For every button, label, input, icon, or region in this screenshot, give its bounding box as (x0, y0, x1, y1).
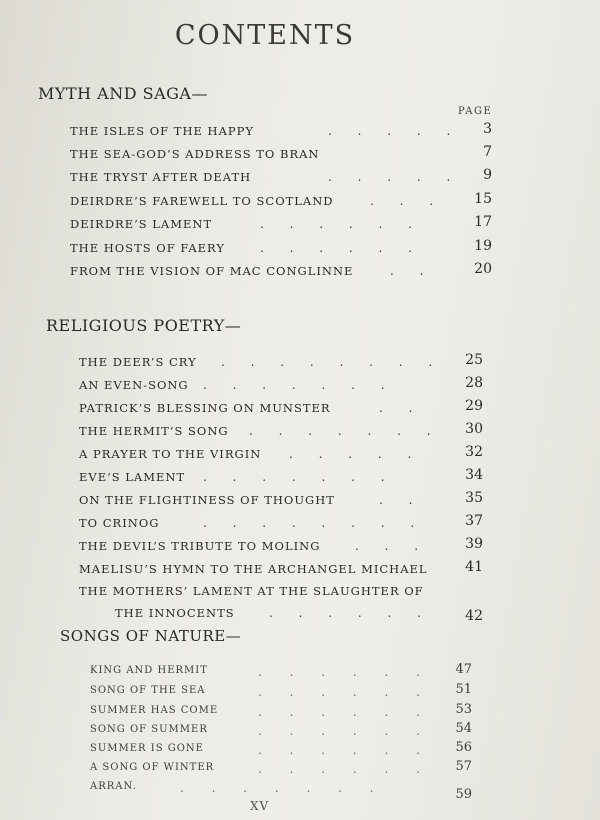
entry-leader-dots: . . (379, 401, 424, 415)
entry-leader-dots: . . . . . . . (203, 470, 396, 484)
entry-leader-dots: . . . . . . (260, 217, 423, 231)
entry-page-number: 15 (474, 191, 492, 207)
toc-entry (90, 682, 472, 705)
toc-entry (70, 261, 492, 284)
entry-title: THE MOTHERS’ LAMENT AT THE SLAUGHTER OF (79, 584, 424, 598)
toc-entry (79, 421, 483, 444)
entry-leader-dots: . . . . . (289, 447, 423, 461)
entry-title: KING AND HERMIT (90, 665, 208, 676)
entry-title: THE INNOCENTS (115, 606, 235, 620)
entry-page-number: 19 (474, 238, 492, 254)
entry-page-number: 29 (465, 398, 483, 414)
toc-entry (70, 238, 492, 261)
entry-leader-dots: . . (390, 264, 435, 278)
toc-entry (70, 214, 492, 237)
entry-leader-dots: . . . . . . . . (203, 516, 426, 530)
entry-title: ON THE FLIGHTINESS OF THOUGHT (79, 493, 335, 507)
toc-entry (90, 759, 472, 782)
toc-entry (79, 513, 483, 536)
entry-leader-dots: . . . (355, 539, 430, 553)
entry-page-number: 30 (465, 421, 483, 437)
toc-entry (79, 559, 483, 582)
entry-leader-dots: . . . . . (328, 124, 462, 138)
entry-title: SONG OF THE SEA (90, 685, 206, 696)
entry-page-number: 25 (465, 352, 483, 368)
page-column-label: PAGE (458, 106, 493, 117)
entry-title: THE HERMIT’S SONG (79, 424, 229, 438)
toc-entry (70, 144, 492, 167)
toc-entry (90, 721, 472, 744)
entry-title: A SONG OF WINTER (90, 762, 215, 773)
entry-title: FROM THE VISION OF MAC CONGLINNE (70, 264, 354, 278)
toc-entry (79, 490, 483, 513)
entry-title: SUMMER IS GONE (90, 743, 204, 754)
entry-page-number: 56 (455, 740, 472, 755)
entry-leader-dots: . . . . . . . . (221, 355, 444, 369)
entry-leader-dots: . . . . . . (258, 705, 432, 719)
entry-leader-dots: . . . . . . (258, 685, 432, 699)
entry-title: TO CRINOG (79, 516, 160, 530)
toc-entry-continuation (79, 606, 483, 626)
toc-entry (79, 584, 483, 604)
entry-page-number: 51 (455, 682, 472, 697)
entry-leader-dots: . . . . . . (258, 762, 432, 776)
entry-page-number: 35 (465, 490, 483, 506)
toc-entry (70, 191, 492, 214)
entry-page-number: 39 (465, 536, 483, 552)
entry-page-number: 7 (483, 144, 492, 160)
entry-leader-dots: . . . (370, 194, 445, 208)
entry-leader-dots: . . . . . (328, 170, 462, 184)
entry-title: THE ISLES OF THE HAPPY (70, 124, 254, 138)
entry-page-number: 47 (455, 662, 472, 677)
toc-entry (90, 662, 472, 685)
section-heading-myth-and-saga: MYTH AND SAGA— (38, 84, 208, 103)
toc-entry (79, 444, 483, 467)
toc-entry (70, 121, 492, 144)
page-folio: XV (250, 799, 270, 813)
entry-page-number: 42 (465, 608, 483, 624)
entry-title: EVE’S LAMENT (79, 470, 186, 484)
entry-page-number: 3 (483, 121, 492, 137)
entry-leader-dots: . . . . . . . (180, 781, 386, 795)
entry-page-number: 59 (455, 787, 472, 802)
entry-leader-dots: . . (379, 493, 424, 507)
page-title: CONTENTS (174, 20, 356, 51)
entry-page-number: 20 (474, 261, 492, 277)
entry-title: MAELISU’S HYMN TO THE ARCHANGEL MICHAEL (79, 562, 428, 576)
entry-page-number: 28 (465, 375, 483, 391)
entry-title: A PRAYER TO THE VIRGIN (79, 447, 262, 461)
toc-entry (79, 352, 483, 375)
entry-page-number: 57 (455, 759, 472, 774)
entry-leader-dots: . . . . . . (258, 724, 432, 738)
toc-entry (90, 781, 472, 801)
entry-page-number: 37 (465, 513, 483, 529)
toc-entry (90, 740, 472, 763)
entry-page-number: 53 (455, 702, 472, 717)
entry-title: THE DEER’S CRY (79, 355, 197, 369)
entry-title: THE DEVIL’S TRIBUTE TO MOLING (79, 539, 321, 553)
section-heading-songs-of-nature: SONGS OF NATURE— (60, 627, 242, 645)
toc-entry (79, 398, 483, 421)
entry-page-number: 17 (474, 214, 492, 230)
entry-leader-dots: . . . . . . . (249, 424, 442, 438)
entry-title: SONG OF SUMMER (90, 724, 208, 735)
entry-leader-dots: . . . . . . (269, 606, 432, 620)
entry-leader-dots: . . . . . . (258, 743, 432, 757)
entry-leader-dots: . . . . . . . (203, 378, 396, 392)
entry-title: THE SEA-GOD’S ADDRESS TO BRAN (70, 147, 320, 161)
toc-entry (79, 375, 483, 398)
entry-title: THE TRYST AFTER DEATH (70, 170, 252, 184)
entry-page-number: 32 (465, 444, 483, 460)
entry-page-number: 41 (465, 559, 483, 575)
entry-page-number: 34 (465, 467, 483, 483)
entry-leader-dots: . . . . . . (260, 241, 423, 255)
entry-title: PATRICK’S BLESSING ON MUNSTER (79, 401, 331, 415)
toc-entry (79, 536, 483, 559)
entry-title: DEIRDRE’S FAREWELL TO SCOTLAND (70, 194, 334, 208)
toc-entry (70, 167, 492, 190)
section-heading-religious-poetry: RELIGIOUS POETRY— (46, 316, 242, 335)
entry-title: SUMMER HAS COME (90, 705, 219, 716)
entry-title: AN EVEN-SONG (79, 378, 189, 392)
entry-title: THE HOSTS OF FAERY (70, 241, 225, 255)
entry-page-number: 9 (483, 167, 492, 183)
entry-title: ARRAN. (90, 781, 137, 792)
toc-entry (90, 702, 472, 725)
entry-page-number: 54 (455, 721, 472, 736)
entry-title: DEIRDRE’S LAMENT (70, 217, 213, 231)
toc-entry (79, 467, 483, 490)
entry-leader-dots: . . . . . . (258, 665, 432, 679)
